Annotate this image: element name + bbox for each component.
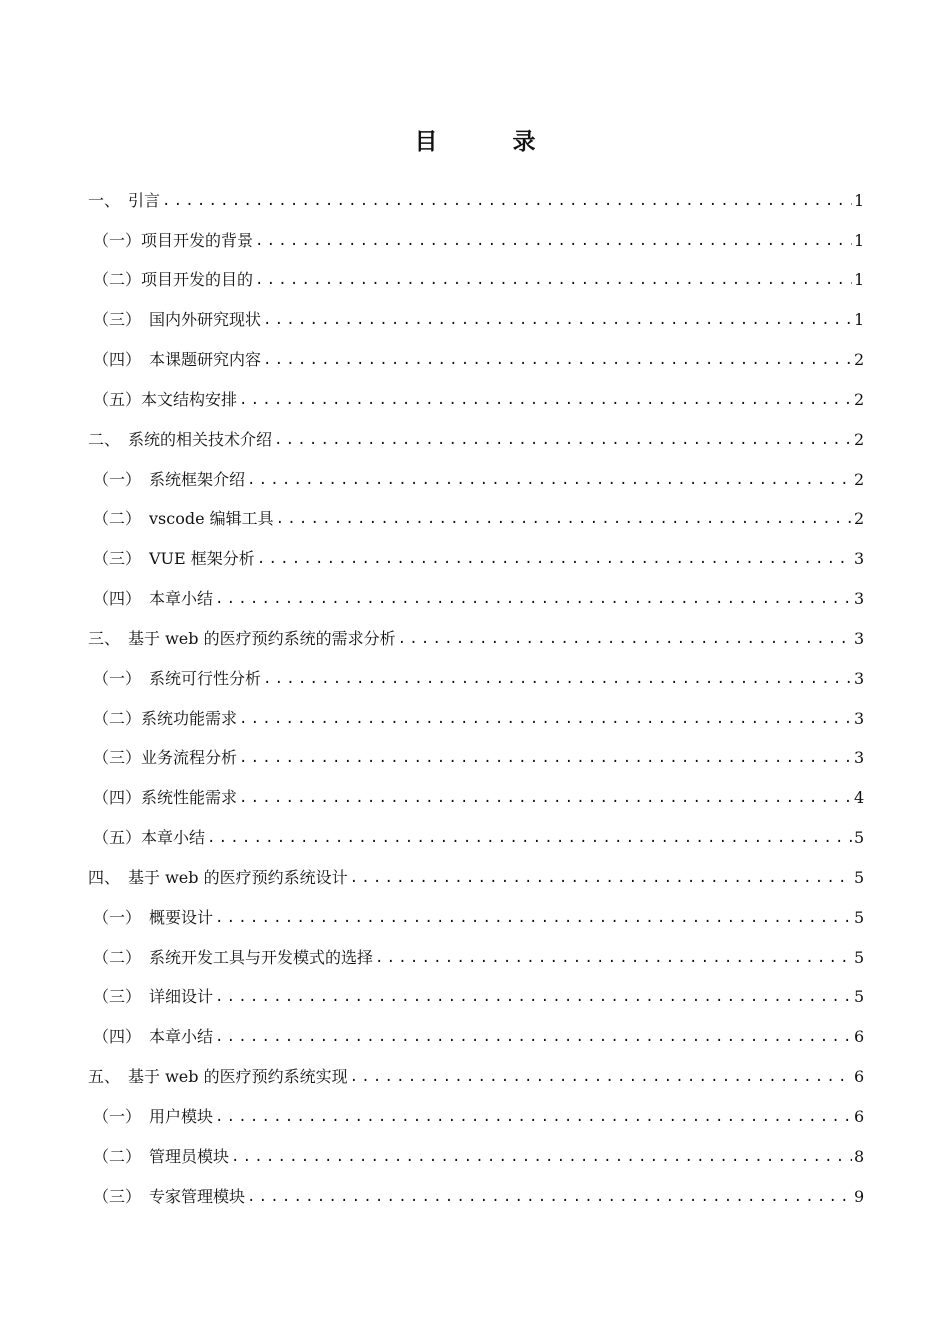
toc-dot-leader	[239, 709, 852, 729]
toc-entry-label: （三） 专家管理模块	[93, 1186, 246, 1206]
toc-dot-leader	[263, 310, 852, 330]
toc-dot-leader	[162, 191, 852, 211]
toc-entry[interactable]	[88, 1047, 864, 1087]
toc-entry-page-number: 2	[854, 429, 865, 449]
toc-dot-leader	[350, 1067, 852, 1087]
toc-entry[interactable]	[88, 569, 864, 609]
toc-dot-leader	[350, 868, 852, 888]
toc-entry-page-number: 3	[854, 748, 865, 768]
toc-dot-leader	[255, 231, 852, 251]
toc-dot-leader	[239, 748, 852, 768]
toc-entry[interactable]	[88, 848, 864, 888]
toc-entry-label: （一） 系统可行性分析	[93, 668, 262, 688]
toc-entry-page-number: 6	[854, 1027, 865, 1047]
toc-dot-leader	[207, 828, 852, 848]
toc-entry-label: （四）系统性能需求	[93, 788, 238, 808]
toc-entry-page-number: 1	[854, 310, 865, 330]
toc-entry-label: （三） VUE 框架分析	[93, 549, 255, 569]
toc-dot-leader	[215, 1027, 852, 1047]
toc-dot-leader	[398, 629, 852, 649]
toc-entry-page-number: 3	[854, 589, 865, 609]
toc-entry-label: （五）本文结构安排	[93, 389, 238, 409]
toc-entry[interactable]	[88, 768, 864, 808]
toc-entry-label: （三）业务流程分析	[93, 748, 238, 768]
toc-entry-label: 一、 引言	[88, 190, 161, 210]
toc-entry-label: （二） 管理员模块	[93, 1146, 230, 1166]
toc-entry[interactable]	[88, 928, 864, 968]
toc-entry[interactable]	[88, 450, 864, 490]
toc-entry-page-number: 5	[854, 828, 865, 848]
toc-entry-page-number: 5	[854, 947, 865, 967]
toc-entry-label: （二） vscode 编辑工具	[93, 509, 274, 529]
toc-entry-page-number: 3	[854, 708, 865, 728]
toc-entry[interactable]	[88, 490, 864, 530]
toc-entry-label: （三） 国内外研究现状	[93, 310, 262, 330]
toc-entry[interactable]	[88, 370, 864, 410]
toc-entry-label: 三、 基于 web 的医疗预约系统的需求分析	[88, 628, 396, 648]
toc-entry-label: （一） 系统框架介绍	[93, 469, 246, 489]
toc-entry[interactable]	[88, 729, 864, 769]
toc-entry-label: （一） 用户模块	[93, 1106, 214, 1126]
toc-entry[interactable]	[88, 1087, 864, 1127]
toc-dot-leader	[276, 509, 852, 529]
toc-entry[interactable]	[88, 689, 864, 729]
toc-entry[interactable]	[88, 211, 864, 251]
toc-entry[interactable]	[88, 808, 864, 848]
toc-entry-page-number: 2	[854, 350, 865, 370]
toc-entry-label: （五）本章小结	[93, 828, 206, 848]
toc-entry-label: （四） 本章小结	[93, 589, 214, 609]
toc-entry[interactable]	[88, 330, 864, 370]
toc-entry-page-number: 6	[854, 1106, 865, 1126]
toc-entry-label: （二） 系统开发工具与开发模式的选择	[93, 947, 374, 967]
toc-entry-label: （二）项目开发的目的	[93, 270, 254, 290]
toc-dot-leader	[247, 1187, 852, 1207]
toc-entry-page-number: 1	[854, 230, 865, 250]
toc-entry[interactable]	[88, 968, 864, 1008]
toc-entry-page-number: 4	[854, 788, 865, 808]
toc-dot-leader	[231, 1147, 852, 1167]
toc-entry[interactable]	[88, 251, 864, 291]
toc-entry-label: 二、 系统的相关技术介绍	[88, 429, 273, 449]
toc-entry-label: （三） 详细设计	[93, 987, 214, 1007]
toc-dot-leader	[375, 948, 852, 968]
toc-entry[interactable]	[88, 410, 864, 450]
page-title: 目 录	[414, 128, 562, 155]
toc-dot-leader	[215, 908, 852, 928]
toc-entry-page-number: 8	[854, 1146, 865, 1166]
toc-dot-leader	[215, 589, 852, 609]
toc-entry-page-number: 9	[854, 1186, 865, 1206]
toc-entry-page-number: 2	[854, 509, 865, 529]
toc-entry[interactable]	[88, 1127, 864, 1167]
toc-entry-label: 五、 基于 web 的医疗预约系统实现	[88, 1067, 348, 1087]
toc-entry-page-number: 3	[854, 668, 865, 688]
toc-entry-page-number: 1	[854, 190, 865, 210]
toc-dot-leader	[239, 390, 852, 410]
toc-dot-leader	[239, 788, 852, 808]
toc-entry-page-number: 2	[854, 469, 865, 489]
toc-entry-page-number: 3	[854, 549, 865, 569]
toc-dot-leader	[274, 430, 852, 450]
toc-entry-page-number: 5	[854, 987, 865, 1007]
toc-entry[interactable]	[88, 171, 864, 211]
toc-entry[interactable]	[88, 290, 864, 330]
toc-entry-label: 四、 基于 web 的医疗预约系统设计	[88, 867, 348, 887]
toc-dot-leader	[215, 987, 852, 1007]
toc-dot-leader	[263, 669, 852, 689]
toc-dot-leader	[257, 549, 852, 569]
toc-entry-label: （二）系统功能需求	[93, 708, 238, 728]
toc-dot-leader	[247, 470, 852, 490]
toc-entry-page-number: 3	[854, 628, 865, 648]
toc-dot-leader	[263, 350, 852, 370]
table-of-contents	[88, 171, 864, 1207]
toc-entry-label: （四） 本章小结	[93, 1027, 214, 1047]
toc-entry-label: （一）项目开发的背景	[93, 230, 254, 250]
toc-entry-page-number: 1	[854, 270, 865, 290]
toc-entry[interactable]	[88, 1007, 864, 1047]
toc-entry-page-number: 2	[854, 389, 865, 409]
toc-entry-page-number: 5	[854, 867, 865, 887]
toc-entry[interactable]	[88, 529, 864, 569]
toc-entry-page-number: 5	[854, 907, 865, 927]
toc-entry[interactable]	[88, 888, 864, 928]
toc-entry-page-number: 6	[854, 1067, 865, 1087]
toc-dot-leader	[215, 1107, 852, 1127]
toc-entry-label: （四） 本课题研究内容	[93, 350, 262, 370]
toc-entry[interactable]	[88, 609, 864, 649]
toc-entry-label: （一） 概要设计	[93, 907, 214, 927]
toc-entry[interactable]	[88, 1167, 864, 1207]
toc-dot-leader	[255, 270, 852, 290]
toc-entry[interactable]	[88, 649, 864, 689]
